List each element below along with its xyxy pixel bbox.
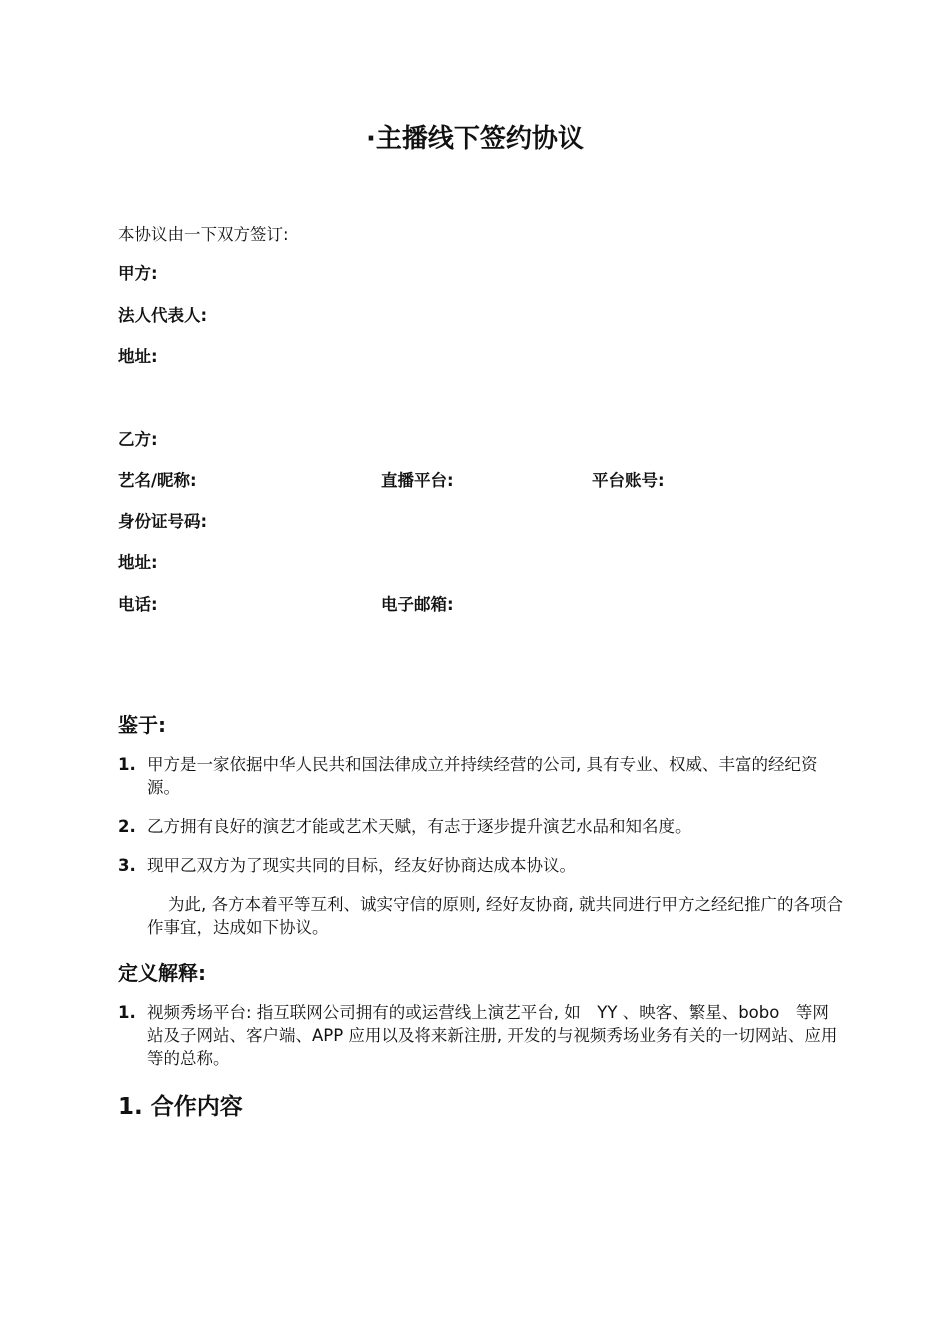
definitions-heading: 定义解释: <box>118 961 206 985</box>
party-a-legal-rep-label: 法人代表人: <box>118 306 208 325</box>
item-number: 3. <box>118 856 136 875</box>
id-number-label: 身份证号码: <box>118 512 208 531</box>
whereas-item <box>118 753 843 799</box>
item-text: 乙方拥有良好的演艺才能或艺术天赋，有志于逐步提升演艺水品和知名度。 <box>147 817 692 836</box>
intro-text: 本协议由一下双方签订: <box>118 225 289 244</box>
section-heading-cooperation: 1. 合作内容 <box>118 1094 243 1120</box>
party-a-address-label: 地址: <box>118 347 158 366</box>
platform-label: 直播平台: <box>381 471 454 490</box>
phone-label: 电话: <box>118 595 158 614</box>
party-b-address-label: 地址: <box>118 553 158 572</box>
item-text: 视频秀场平台: 指互联网公司拥有的或运营线上演艺平台, 如 YY 、映客、繁星、bobo 等网站及子网站、客户端、APP 应用以及将来新注册, 开发的与视频秀场业务有关的一切网站、应用等的总称。 <box>147 1003 838 1068</box>
item-number: 2. <box>118 817 136 836</box>
item-number: 1. <box>118 755 136 774</box>
whereas-paragraph: 为此, 各方本着平等互利、诚实守信的原则, 经好友协商, 就共同进行甲方之经纪推广的各项合作事宜，达成如下协议。 <box>147 895 843 937</box>
email-label: 电子邮箱: <box>381 595 454 614</box>
stage-name-label: 艺名/昵称: <box>118 471 197 490</box>
account-label: 平台账号: <box>592 471 665 490</box>
item-text: 现甲乙双方为了现实共同的目标，经友好协商达成本协议。 <box>147 856 576 875</box>
item-number: 1. <box>118 1003 136 1022</box>
party-a-label: 甲方: <box>118 264 158 283</box>
whereas-item <box>118 815 843 838</box>
whereas-paragraph-wrap <box>118 893 843 939</box>
whereas-heading: 鉴于: <box>118 713 166 737</box>
definition-item <box>118 1001 843 1070</box>
item-text: 甲方是一家依据中华人民共和国法律成立并持续经营的公司, 具有专业、权威、丰富的经纪资源。 <box>147 755 818 797</box>
document-title: ·主播线下签约协议 <box>366 124 584 154</box>
party-b-label: 乙方: <box>118 430 158 449</box>
whereas-item <box>118 854 843 877</box>
